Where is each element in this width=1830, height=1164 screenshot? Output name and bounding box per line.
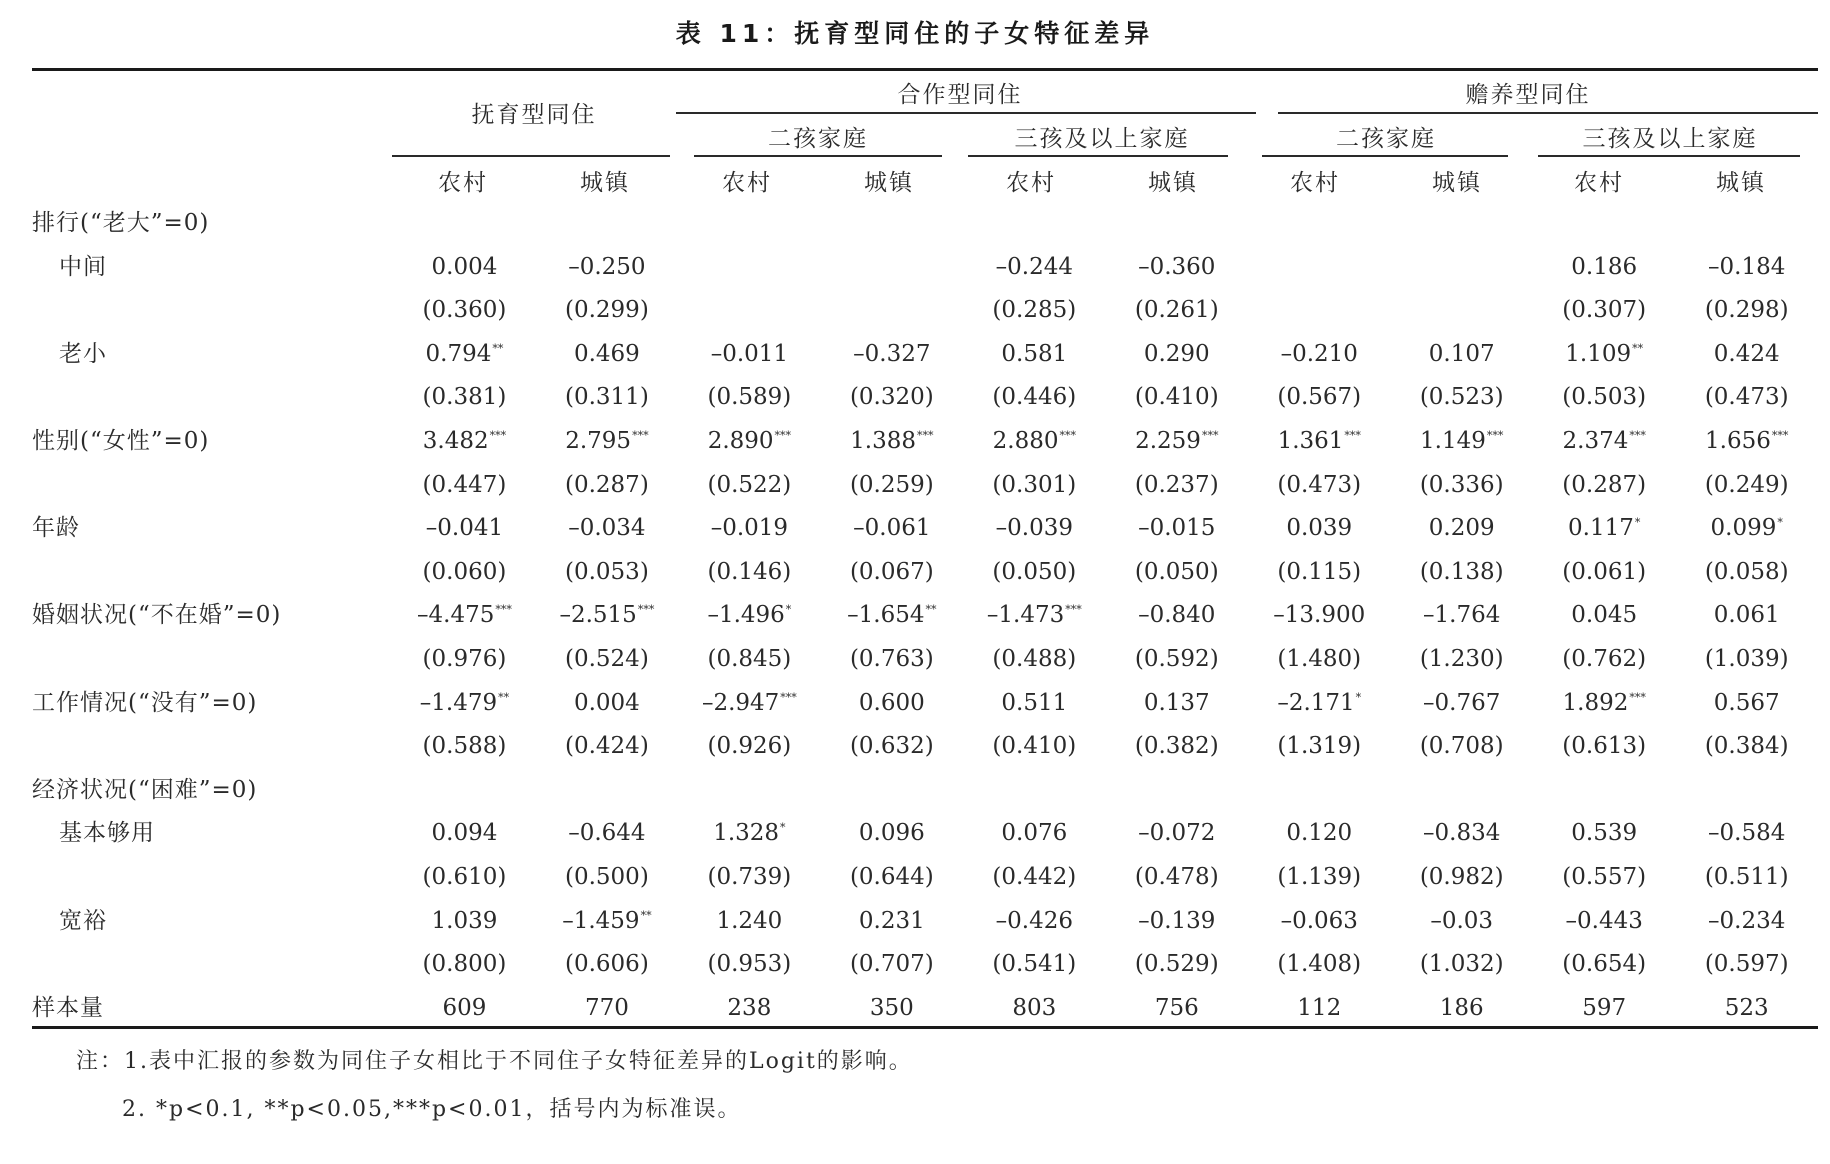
table-cell (1675, 202, 1818, 246)
table-cell: 0.469 (573, 340, 640, 367)
table-cell: 756 (1154, 994, 1199, 1021)
table-cell: –0.019 (710, 515, 789, 542)
table-cell (963, 769, 1105, 813)
table-cell: –0.584 (1708, 820, 1786, 847)
table-cell: 1.039 (431, 907, 498, 934)
table-cell: –0.139 (1138, 907, 1216, 934)
table-cell: (0.976) (422, 645, 507, 672)
table-cell: (0.707) (849, 951, 934, 978)
table-cell: (0.061) (1562, 558, 1647, 585)
table-cell: (1.039) (1704, 645, 1789, 672)
table-cell: –0.360 (1138, 253, 1216, 280)
table-cell: 770 (584, 994, 629, 1021)
table-cell: (0.522) (707, 471, 792, 498)
table-cell: (0.307) (1562, 297, 1647, 324)
table-cell: (0.301) (992, 471, 1077, 498)
table-cell: (1.480) (1277, 645, 1362, 672)
table-row (32, 507, 1818, 551)
table-cell: (0.336) (1419, 471, 1504, 498)
table-cell: –2.947*** (701, 689, 797, 716)
table-cell: –0.443 (1565, 907, 1643, 934)
table-cell: 1.109** (1565, 340, 1644, 367)
table-cell: –0.039 (995, 515, 1073, 542)
table-cell: (0.708) (1419, 733, 1504, 760)
table-cell: –0.015 (1138, 515, 1216, 542)
footnote-2: 2. *p<0.1, **p<0.05,***p<0.01，括号内为标准误。 (122, 1097, 742, 1122)
table-cell: 3.482*** (422, 427, 507, 454)
table-cell: (0.610) (422, 863, 507, 890)
table-cell: (0.739) (707, 863, 792, 890)
table-cell: –1.459** (562, 907, 652, 934)
significance-stars: *** (780, 690, 797, 704)
table-body (32, 202, 1818, 1030)
table-cell: (0.800) (422, 951, 507, 978)
table-cell: (1.408) (1277, 951, 1362, 978)
table-cell: (0.058) (1704, 558, 1789, 585)
table-cell (1390, 202, 1532, 246)
row-label: 样本量 (32, 994, 104, 1021)
location-header: 城镇 (1716, 170, 1766, 196)
table-cell: (0.237) (1134, 471, 1219, 498)
row-label: 年龄 (32, 515, 80, 542)
table-cell: 597 (1582, 994, 1627, 1021)
table-cell: (0.541) (992, 951, 1077, 978)
table-cell: 0.581 (1001, 340, 1068, 367)
table-cell: (0.511) (1704, 863, 1789, 890)
row-label: 基本够用 (59, 820, 155, 847)
table-cell: –0.234 (1708, 907, 1786, 934)
table-cell: 0.099* (1710, 515, 1783, 542)
table-cell: –0.426 (995, 907, 1073, 934)
significance-stars: *** (1201, 428, 1219, 442)
table-cell: (1.032) (1419, 951, 1504, 978)
significance-stars: *** (1065, 603, 1082, 617)
table-cell: (0.424) (565, 733, 649, 760)
table-title: 表 11：抚育型同住的子女特征差异 (675, 19, 1155, 48)
table-cell: –2.171* (1277, 689, 1362, 716)
table-cell: –0.063 (1280, 907, 1358, 934)
table-cell: (0.298) (1704, 297, 1789, 324)
table-cell: –0.327 (853, 340, 931, 367)
table-row (32, 987, 1818, 1031)
table-cell: 0.424 (1713, 340, 1780, 367)
table-cell: 1.328* (713, 820, 786, 847)
table-cell: 0.039 (1286, 515, 1353, 542)
table-cell: 0.137 (1143, 689, 1210, 716)
table-cell: (0.410) (1134, 384, 1219, 411)
table-cell: 0.186 (1571, 253, 1638, 280)
table-cell: (1.319) (1277, 733, 1362, 760)
table-cell (393, 769, 535, 813)
underline-support-two-child (1262, 155, 1508, 157)
group-header-cooperative: 合作型同住 (897, 82, 1023, 108)
table-cell: (0.523) (1419, 384, 1504, 411)
table-cell: 0.539 (1571, 820, 1638, 847)
row-label: 经济状况(“困难”=0) (32, 776, 258, 803)
table-cell: –0.061 (853, 515, 931, 542)
table-cell (1248, 202, 1390, 246)
table-cell (1106, 769, 1248, 813)
table-row (32, 333, 1818, 377)
table-cell: (0.982) (1419, 863, 1504, 890)
row-label: 婚姻状况(“不在婚”=0) (32, 602, 282, 629)
significance-stars: *** (1629, 428, 1646, 442)
table-cell: 1.892*** (1562, 689, 1646, 716)
row-label (32, 464, 393, 508)
table-cell: (0.287) (565, 471, 649, 498)
table-cell: 2.880*** (992, 427, 1076, 454)
table-cell: (0.138) (1419, 558, 1504, 585)
table-row (32, 769, 1818, 813)
table-cell: –1.479** (419, 689, 510, 716)
table-cell: –0.834 (1423, 820, 1501, 847)
row-label (32, 376, 393, 420)
regression-table (32, 202, 1818, 1030)
row-label (32, 725, 393, 769)
table-cell: (0.261) (1134, 297, 1219, 324)
significance-stars: * (1777, 516, 1783, 530)
significance-stars: * (1634, 516, 1641, 530)
table-row-stderr (32, 856, 1818, 900)
table-cell (393, 202, 535, 246)
table-cell: (0.311) (565, 384, 649, 411)
table-cell (1390, 246, 1532, 290)
table-cell: 0.794** (425, 340, 504, 367)
significance-stars: ** (925, 603, 937, 617)
table-cell (1533, 202, 1675, 246)
table-cell: –0.034 (568, 515, 646, 542)
significance-stars: *** (489, 428, 507, 442)
table-row (32, 246, 1818, 290)
table-cell (1390, 769, 1532, 813)
table-cell: 0.107 (1428, 340, 1495, 367)
row-label: 中间 (59, 253, 107, 280)
table-cell: –0.011 (710, 340, 789, 367)
table-cell: (0.500) (565, 863, 649, 890)
table-cell: –0.072 (1138, 820, 1216, 847)
table-cell: –0.210 (1280, 340, 1358, 367)
table-row-stderr (32, 638, 1818, 682)
significance-stars: *** (632, 428, 649, 442)
significance-stars: ** (1632, 341, 1644, 355)
location-header: 城镇 (1148, 170, 1198, 196)
table-cell: (0.146) (707, 558, 792, 585)
table-cell: (0.259) (849, 471, 934, 498)
table-cell: (0.654) (1562, 951, 1647, 978)
underline-nurturing (392, 155, 670, 157)
significance-stars: *** (774, 428, 792, 442)
table-cell: –2.515*** (559, 602, 655, 629)
footnote-1: 注：1.表中汇报的参数为同住子女相比于不同住子女特征差异的Logit的影响。 (76, 1049, 913, 1074)
significance-stars: *** (1771, 428, 1789, 442)
table-cell: (0.384) (1704, 733, 1789, 760)
table-cell: 0.004 (573, 689, 640, 716)
table-cell: 803 (1012, 994, 1057, 1021)
table-row-stderr (32, 943, 1818, 987)
significance-stars: *** (1486, 428, 1504, 442)
table-cell: 1.388*** (850, 427, 934, 454)
table-cell: 523 (1724, 994, 1769, 1021)
table-cell (821, 246, 963, 290)
table-cell: (0.285) (992, 297, 1077, 324)
table-cell: 0.117* (1568, 515, 1641, 542)
table-cell: (0.360) (422, 297, 507, 324)
table-cell: (0.060) (422, 558, 507, 585)
table-cell: (0.606) (565, 951, 649, 978)
underline-coop-three-child (968, 155, 1228, 157)
table-cell: 0.290 (1143, 340, 1210, 367)
bottom-rule (32, 1026, 1818, 1029)
table-cell: (0.320) (849, 384, 934, 411)
table-cell: (0.926) (707, 733, 792, 760)
table-cell: (0.589) (707, 384, 792, 411)
group-underline-support (1278, 112, 1818, 114)
table-cell: –0.840 (1138, 602, 1216, 629)
underline-coop-two-child (694, 155, 942, 157)
table-cell: 609 (442, 994, 487, 1021)
table-cell: –1.764 (1423, 602, 1501, 629)
table-cell: –0.184 (1708, 253, 1786, 280)
subgroup-header-support-two-child: 二孩家庭 (1336, 126, 1436, 152)
row-label (32, 856, 393, 900)
table-cell: (0.503) (1562, 384, 1647, 411)
table-cell: 2.259*** (1135, 427, 1219, 454)
table-cell: –4.475*** (417, 602, 512, 629)
subgroup-header-coop-three-child: 三孩及以上家庭 (1014, 126, 1190, 152)
table-cell: (0.382) (1134, 733, 1219, 760)
table-cell: 0.511 (1001, 689, 1068, 716)
table-cell: (0.473) (1277, 471, 1362, 498)
significance-stars: ** (498, 690, 510, 704)
group-header-nurturing: 抚育型同住 (471, 102, 597, 128)
table-cell: (0.050) (1134, 558, 1219, 585)
table-cell: –0.03 (1430, 907, 1494, 934)
table-row-stderr (32, 289, 1818, 333)
table-cell: –0.244 (995, 253, 1073, 280)
underline-support-three-child (1538, 155, 1800, 157)
table-cell (1106, 202, 1248, 246)
table-cell (821, 202, 963, 246)
significance-stars: *** (495, 603, 512, 617)
significance-stars: ** (492, 341, 504, 355)
table-row (32, 420, 1818, 464)
table-cell: 0.076 (1001, 820, 1068, 847)
table-cell: 0.004 (431, 253, 498, 280)
table-cell: (0.763) (849, 645, 934, 672)
subgroup-header-coop-two-child: 二孩家庭 (768, 126, 868, 152)
table-cell: –0.644 (568, 820, 646, 847)
table-cell: (0.067) (849, 558, 934, 585)
table-cell: (0.845) (707, 645, 792, 672)
table-cell: 0.120 (1286, 820, 1353, 847)
table-cell: 0.209 (1428, 515, 1495, 542)
table-cell: 350 (869, 994, 914, 1021)
table-cell: 0.094 (431, 820, 498, 847)
table-cell: (0.410) (992, 733, 1077, 760)
table-cell: 0.045 (1571, 602, 1638, 629)
table-cell: (0.446) (992, 384, 1077, 411)
significance-stars: * (785, 603, 792, 617)
table-cell: (0.567) (1277, 384, 1362, 411)
table-cell (536, 769, 678, 813)
location-header: 农村 (1290, 170, 1340, 196)
table-row (32, 900, 1818, 944)
table-cell: (0.115) (1277, 558, 1362, 585)
table-cell: –0.041 (425, 515, 504, 542)
table-cell: 238 (727, 994, 772, 1021)
table-cell: –1.496* (707, 602, 792, 629)
table-cell: (0.524) (565, 645, 649, 672)
table-cell: (0.299) (565, 297, 649, 324)
table-cell: 0.061 (1713, 602, 1780, 629)
table-row-stderr (32, 464, 1818, 508)
table-cell: (0.592) (1134, 645, 1219, 672)
table-cell (678, 202, 820, 246)
table-cell (678, 289, 820, 333)
significance-stars: * (780, 821, 786, 835)
table-cell: (0.488) (992, 645, 1077, 672)
significance-stars: *** (637, 603, 655, 617)
table-row (32, 594, 1818, 638)
table-cell: (0.249) (1704, 471, 1789, 498)
table-cell: 1.361*** (1277, 427, 1361, 454)
table-row-stderr (32, 725, 1818, 769)
table-cell: (0.381) (422, 384, 507, 411)
location-header: 农村 (1006, 170, 1056, 196)
table-cell (963, 202, 1105, 246)
table-cell: (0.762) (1562, 645, 1647, 672)
location-header: 城镇 (864, 170, 914, 196)
table-cell: (1.230) (1419, 645, 1504, 672)
table-cell: 0.600 (858, 689, 925, 716)
table-cell (1533, 769, 1675, 813)
table-cell: (0.050) (992, 558, 1077, 585)
location-header: 城镇 (580, 170, 630, 196)
row-label (32, 551, 393, 595)
location-header: 农村 (1574, 170, 1624, 196)
table-cell: 0.096 (858, 820, 925, 847)
row-label: 工作情况(“没有”=0) (32, 689, 258, 716)
table-cell (1248, 289, 1390, 333)
top-rule (32, 68, 1818, 71)
table-cell: 112 (1297, 994, 1342, 1021)
location-header: 农村 (722, 170, 772, 196)
table-cell: 0.231 (858, 907, 925, 934)
table-cell: –0.767 (1423, 689, 1501, 716)
row-label: 宽裕 (59, 907, 107, 934)
table-cell: (0.953) (707, 951, 792, 978)
table-cell: (0.442) (992, 863, 1077, 890)
significance-stars: *** (917, 428, 934, 442)
table-cell: 2.795*** (565, 427, 649, 454)
row-label: 老小 (59, 340, 107, 367)
table-cell: 1.240 (716, 907, 783, 934)
subgroup-header-support-three-child: 三孩及以上家庭 (1582, 126, 1758, 152)
group-underline-cooperative (676, 112, 1256, 114)
table-cell (1390, 289, 1532, 333)
significance-stars: *** (1059, 428, 1076, 442)
table-cell: (0.287) (1562, 471, 1647, 498)
group-header-support: 赡养型同住 (1465, 82, 1591, 108)
table-cell: 186 (1439, 994, 1484, 1021)
table-cell (1675, 769, 1818, 813)
table-cell (821, 769, 963, 813)
significance-stars: *** (1629, 690, 1646, 704)
row-label: 排行(“老大”=0) (32, 210, 210, 236)
table-cell: 1.149*** (1420, 427, 1504, 454)
table-cell (1248, 769, 1390, 813)
table-cell: (0.053) (565, 558, 649, 585)
table-cell: 2.374*** (1562, 427, 1646, 454)
location-header: 农村 (438, 170, 488, 196)
table-row-stderr (32, 551, 1818, 595)
table-cell: 0.567 (1713, 689, 1780, 716)
table-cell (678, 246, 820, 290)
table-cell: –0.250 (568, 253, 646, 280)
location-header: 城镇 (1432, 170, 1482, 196)
table-cell (821, 289, 963, 333)
table-row-stderr (32, 376, 1818, 420)
table-cell: (0.529) (1134, 951, 1219, 978)
table-row (32, 812, 1818, 856)
table-cell (536, 202, 678, 246)
row-label (32, 289, 393, 333)
table-cell: (0.597) (1704, 951, 1789, 978)
significance-stars: ** (640, 908, 652, 922)
table-cell: (0.473) (1704, 384, 1789, 411)
table-cell: –13.900 (1273, 602, 1366, 629)
table-cell: (0.447) (422, 471, 507, 498)
row-label (32, 638, 393, 682)
row-label (32, 943, 393, 987)
table-cell: (0.588) (422, 733, 507, 760)
significance-stars: * (1355, 690, 1362, 704)
significance-stars: *** (1344, 428, 1361, 442)
table-cell (678, 769, 820, 813)
table-cell: (0.644) (849, 863, 934, 890)
row-label: 性别(“女性”=0) (32, 427, 210, 454)
table-row (32, 202, 1818, 246)
table-cell: 2.890*** (707, 427, 792, 454)
table-row (32, 682, 1818, 726)
table-cell: (0.478) (1134, 863, 1219, 890)
table-cell: (0.557) (1562, 863, 1647, 890)
table-cell: –1.654** (847, 602, 937, 629)
table-cell: (0.613) (1562, 733, 1647, 760)
table-cell: –1.473*** (986, 602, 1082, 629)
table-cell: 1.656*** (1705, 427, 1789, 454)
table-cell: (0.632) (849, 733, 934, 760)
table-cell: (1.139) (1277, 863, 1362, 890)
table-cell (1248, 246, 1390, 290)
